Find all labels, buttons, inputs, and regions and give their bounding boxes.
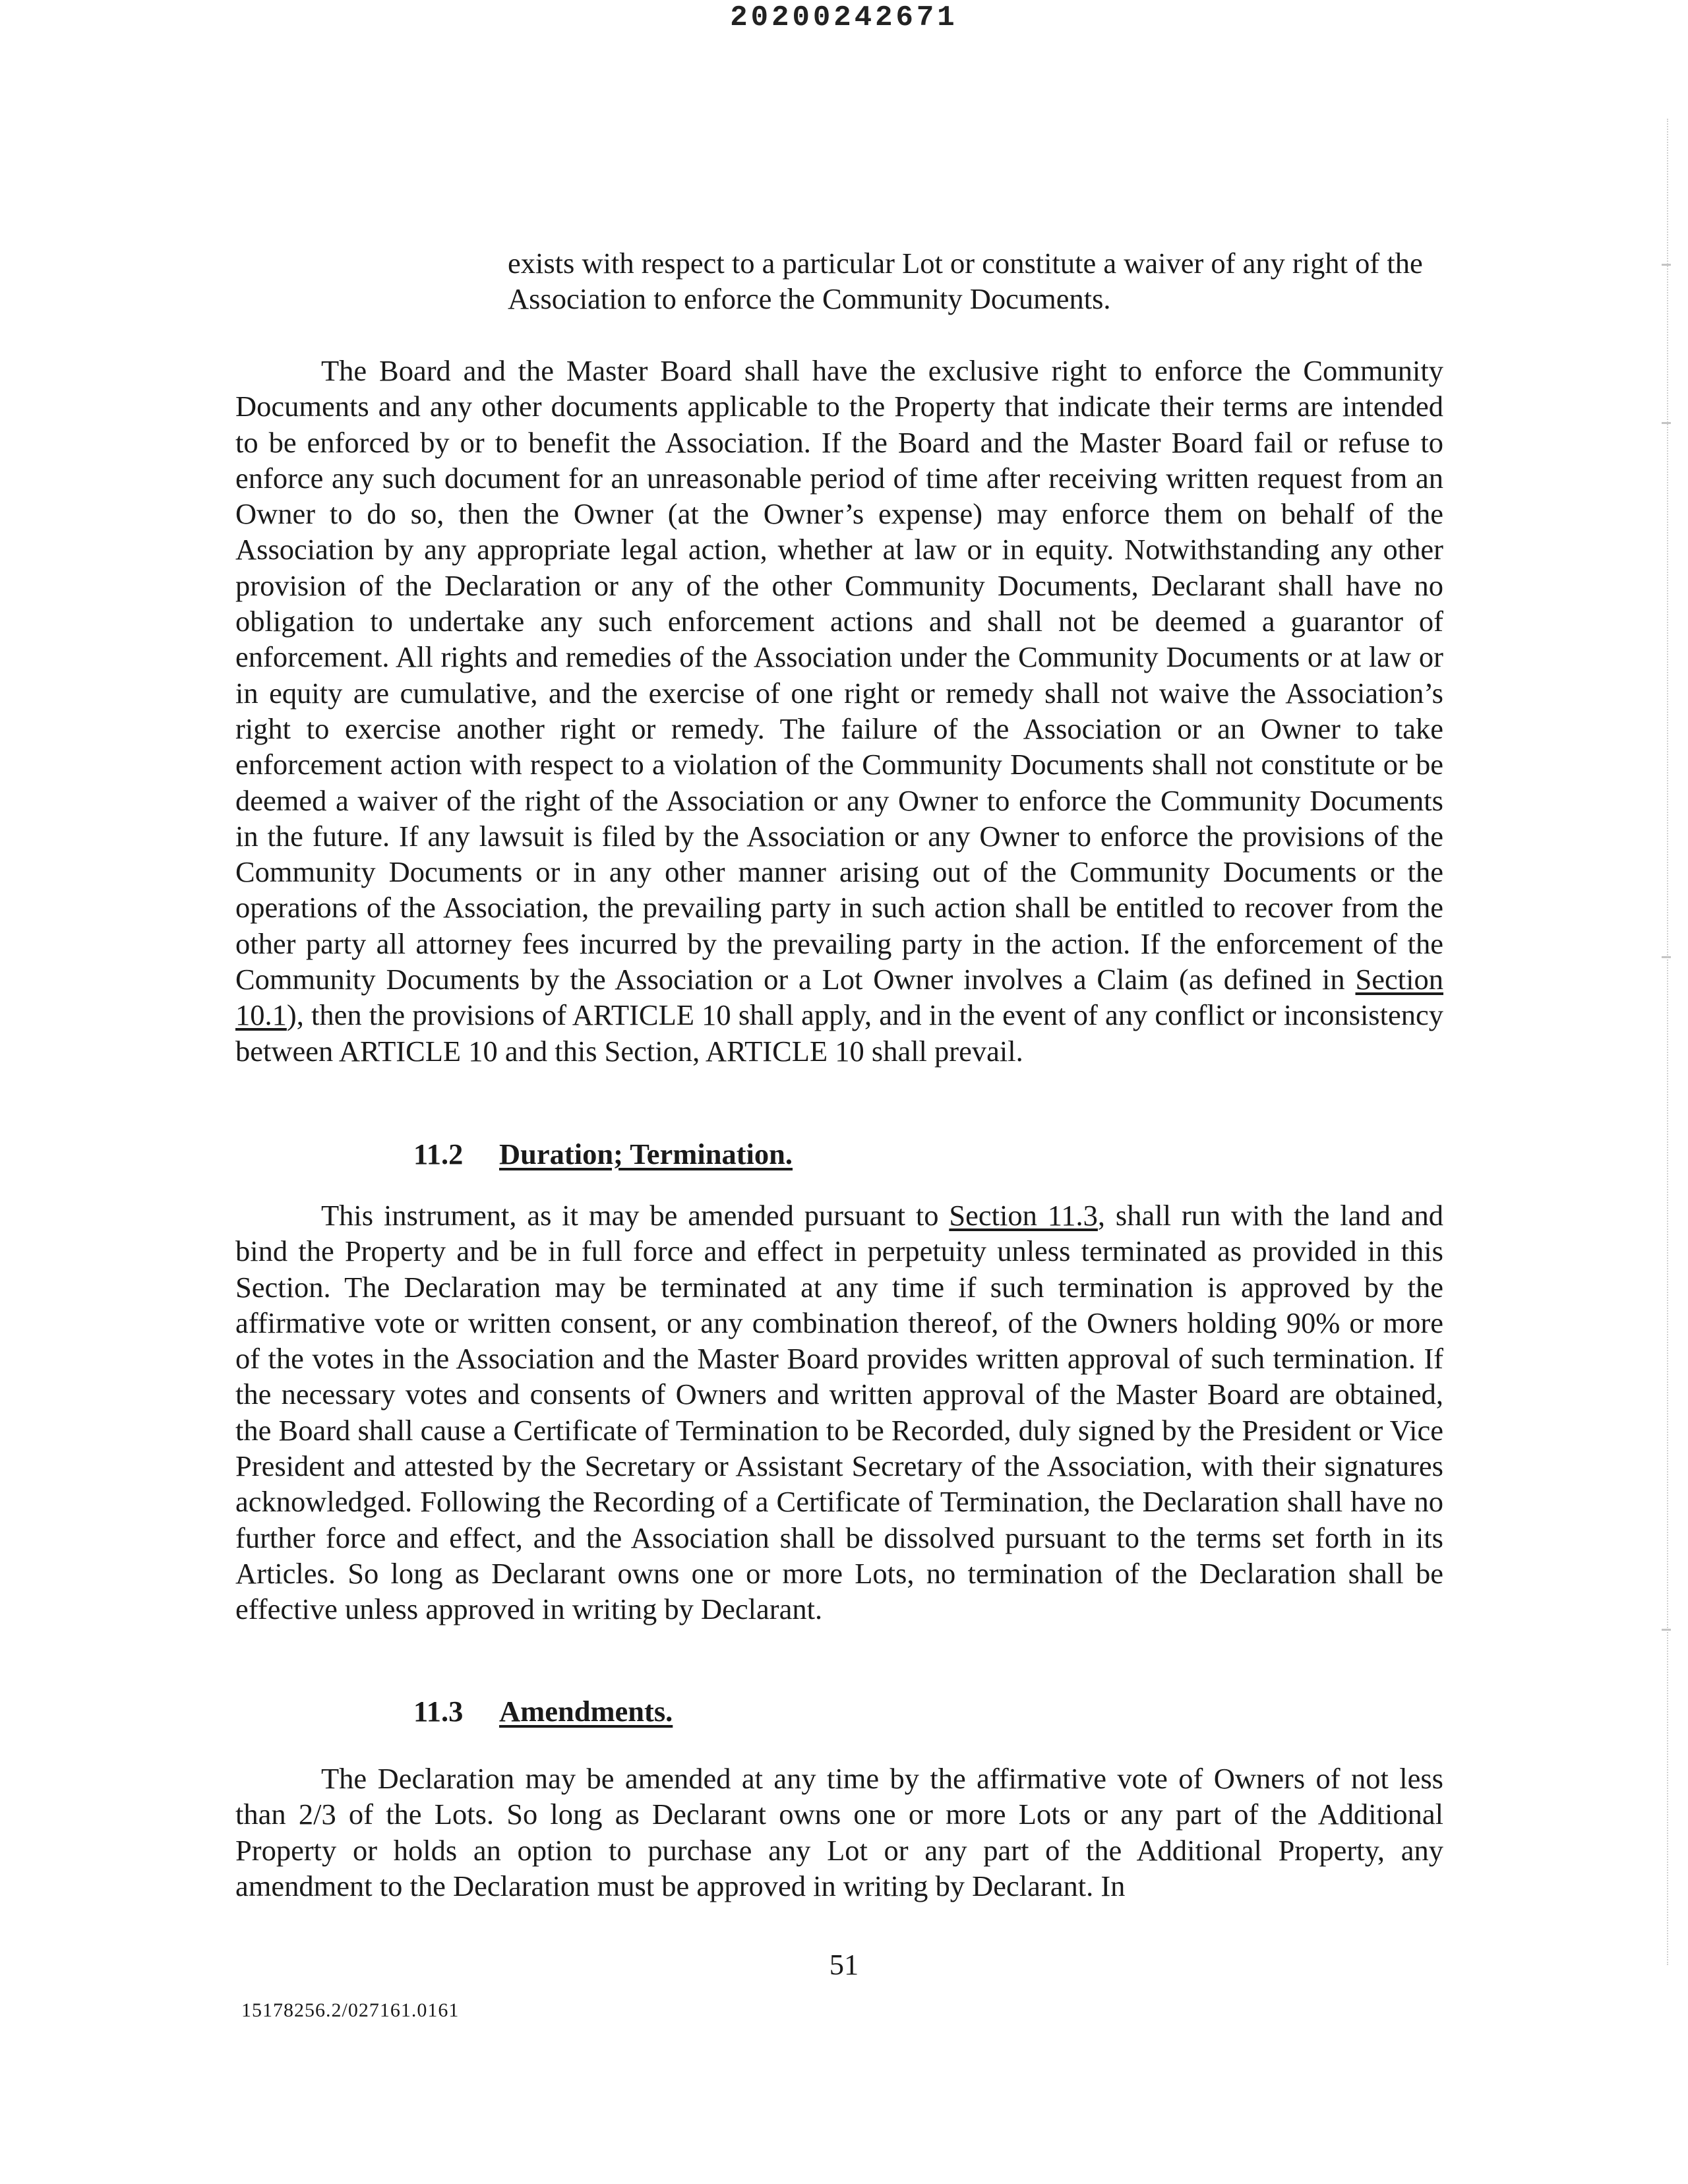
section-number: 11.2 bbox=[413, 1138, 464, 1170]
amendments-paragraph bbox=[235, 1761, 1443, 1904]
enforcement-text-start: The Board and the Master Board shall have the exclusive right to enforce the Community Documents and any other documents applicable to the Property that indicate their terms are intended to be enforced by or to benefit the Association. If the Board and the Master Board fail or refuse to enforce any such document for an unreasonable period of time after receiving written request from an Owner to do so, then the Owner (at the Owner’s expense) may enforce them on behalf of the Association by any appropriate legal action, whether at law or in equity. Notwithstanding any other provision of the Declaration or any of the other Community Documents, Declarant shall have no obligation to undertake any such enforcement actions and shall not be deemed a guarantor of enforcement. All rights and remedies of the Association under the Community Documents or at law or in equity are cumulative, and the exercise of one right or remedy shall not waive the Association’s right to exercise another right or remedy. The failure of the Association or an Owner to take enforcement action with respect to a violation of the Community Documents shall not constitute or be deemed a waiver of the right of the Association or any Owner to enforce the Community Documents in the future. If any lawsuit is filed by the Association or any Owner to enforce the provisions of the Community Documents or in any other manner arising out of the Community Documents or the operations of the Association, the prevailing party in such action shall be entitled to recover from the other party all attorney fees incurred by the prevailing party in the action. If the enforcement of the Community Documents by the Association or a Lot Owner involves a Claim (as defined in bbox=[235, 354, 1443, 996]
duration-text-end: , shall run with the land and bind the Property and be in full force and effect in perpetuity unless terminated as provided in this Section. The Declaration may be terminated at any time if such termination is approved by the affirmative vote or written consent, or any combination thereof, of the Owners holding 90% or more of the votes in the Association and the Master Board provides written approval of such termination. If the necessary votes and consents of Owners and written approval of the Master Board are obtained, the Board shall cause a Certificate of Termination to be Recorded, duly signed by the President or Vice President and attested by the Secretary or Assistant Secretary of the Association, with their signatures acknowledged. Following the Recording of a Certificate of Termination, the Declaration shall have no further force and effect, and the Association shall be dissolved pursuant to the terms set forth in its Articles. So long as Declarant owns one or more Lots, no termination of the Declaration shall be effective unless approved in writing by Declarant. bbox=[235, 1199, 1443, 1626]
scan-edge-artifact bbox=[1667, 119, 1671, 1965]
continuation-text: exists with respect to a particular Lot or constitute a waiver of any right of the Association to enforce the Community Documents. bbox=[508, 247, 1423, 316]
amendments-text: The Declaration may be amended at any time by the affirmative vote of Owners of not less than 2/3 of the Lots. So long as Declarant owns one or more Lots or any part of the Additional Property or holds an option to purchase any Lot or any part of the Additional Property, any amendment to the Declaration must be approved in writing by Declarant. In bbox=[235, 1762, 1443, 1902]
section-number: 11.3 bbox=[413, 1695, 464, 1728]
duration-paragraph bbox=[235, 1198, 1443, 1627]
page-number: 51 bbox=[829, 1948, 859, 1981]
section-10-1-reference: Section 10.1 bbox=[235, 963, 1443, 1032]
section-11-2-heading bbox=[413, 1136, 793, 1172]
scan-mark bbox=[1662, 264, 1671, 266]
continuation-paragraph bbox=[508, 245, 1444, 317]
section-title: Duration; Termination. bbox=[499, 1138, 793, 1170]
enforcement-text-end: ), then the provisions of ARTICLE 10 shall apply, and in the event of any conflict or inconsistency between ARTICLE 10 and this Section, ARTICLE 10 shall prevail. bbox=[235, 998, 1443, 1068]
scan-mark bbox=[1662, 422, 1671, 424]
publication-number: 20200242671 bbox=[730, 1, 958, 34]
scan-mark bbox=[1662, 956, 1671, 958]
enforcement-paragraph bbox=[235, 353, 1443, 1069]
duration-text-start: This instrument, as it may be amended pursuant to bbox=[321, 1199, 950, 1232]
document-id: 15178256.2/027161.0161 bbox=[241, 1999, 460, 2021]
section-11-3-heading bbox=[413, 1693, 673, 1729]
section-11-3-reference: Section 11.3 bbox=[949, 1199, 1098, 1232]
scan-mark bbox=[1662, 1629, 1671, 1631]
section-title: Amendments. bbox=[499, 1695, 673, 1728]
